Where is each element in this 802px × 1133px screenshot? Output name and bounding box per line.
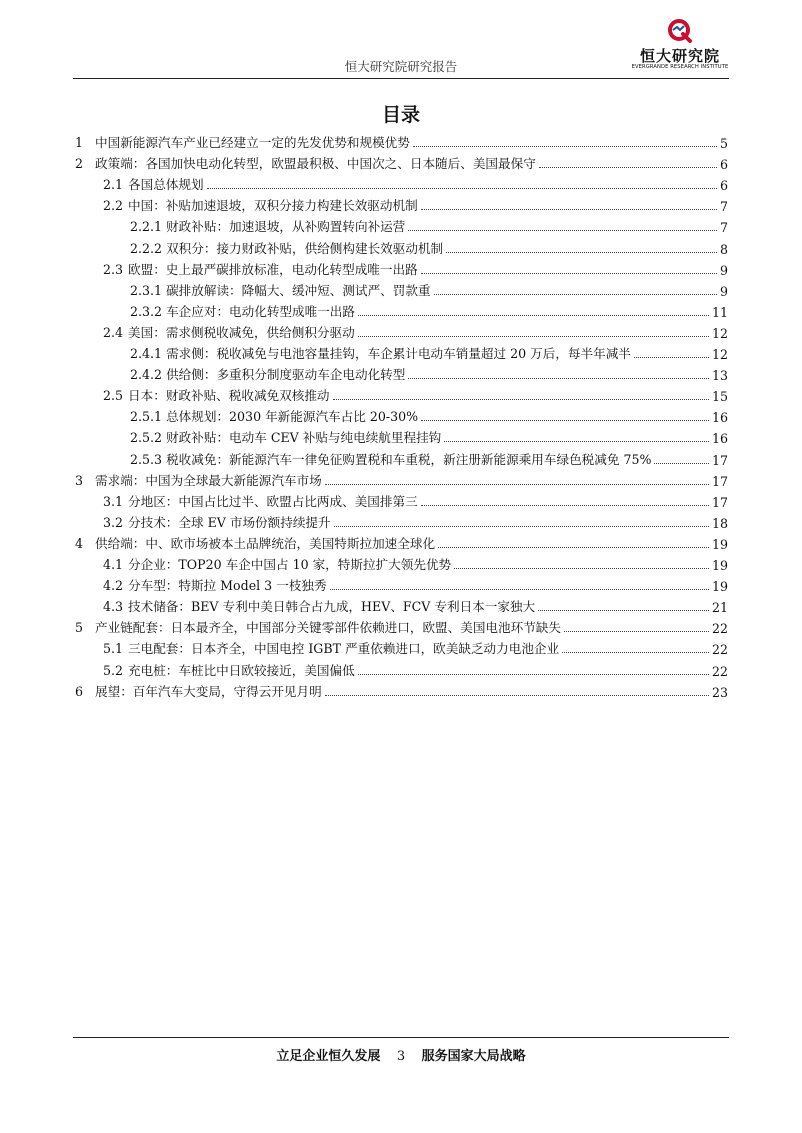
toc-entry-number: 3 — [75, 472, 84, 488]
toc-entry-text — [103, 491, 418, 510]
toc-entry-label: 分企业：TOP20 车企中国占 10 家，特斯拉扩大领先优势 — [128, 557, 452, 572]
toc-leader-dots — [421, 273, 717, 274]
toc-entry-label: 各国总体规划 — [128, 177, 204, 193]
toc-entry[interactable] — [75, 469, 728, 489]
toc-leader-dots — [413, 146, 717, 147]
toc-leader-dots — [438, 547, 709, 548]
toc-entry-number: 5 — [75, 620, 84, 636]
toc-page-number: 9 — [719, 283, 728, 299]
toc-page-number: 17 — [711, 473, 728, 489]
toc-page-number: 22 — [711, 621, 728, 637]
toc-entry-text — [103, 554, 451, 573]
toc-entry-text — [75, 132, 410, 151]
toc-entry[interactable] — [103, 574, 728, 594]
toc-entry-text — [103, 575, 327, 594]
toc-entry-text — [103, 259, 418, 278]
toc-entry-text — [75, 617, 561, 636]
toc-page-number: 22 — [711, 642, 728, 658]
toc-page-number: 19 — [711, 536, 728, 552]
toc-entry[interactable] — [103, 553, 728, 573]
toc-leader-dots — [334, 526, 709, 527]
toc-entry[interactable] — [103, 258, 728, 278]
toc-leader-dots — [421, 505, 709, 506]
toc-entry-label: 三电配套：日本齐全，中国电控 IGBT 严重依赖进口，欧美缺乏动力电池企业 — [128, 641, 560, 657]
toc-page-number: 16 — [711, 410, 728, 426]
toc-leader-dots — [421, 209, 717, 210]
toc-page-number: 21 — [711, 600, 728, 616]
toc-entry-label: 产业链配套：日本最齐全，中国部分关键零部件依赖进口，欧盟、美国电池环节缺失 — [95, 620, 561, 636]
toc-leader-dots — [564, 631, 709, 632]
toc-entry-label: 分技术：全球 EV 市场份额持续提升 — [128, 514, 331, 530]
toc-page-number: 5 — [719, 136, 728, 151]
toc-page-number: 18 — [711, 515, 728, 531]
toc-entry-text — [103, 195, 418, 214]
toc-page-number: 7 — [719, 199, 728, 215]
toc-entry-label: 技术储备：BEV 专利中美日韩合占九成，HEV、FCV 专利日本一家独大 — [128, 599, 536, 615]
toc-page-number: 11 — [711, 304, 728, 320]
toc-entry-label: 分车型：特斯拉 Model 3 一枝独秀 — [128, 578, 327, 594]
footer-divider — [73, 1037, 729, 1038]
toc-leader-dots — [434, 294, 717, 295]
toc-entry-text — [103, 512, 331, 531]
toc-entry-label: 分地区：中国占比过半、欧盟占比两成、美国排第三 — [128, 493, 418, 509]
toc-entry-text — [130, 406, 418, 425]
toc-entry-text — [130, 427, 441, 446]
logo-text: 恒大研究院 — [639, 47, 720, 65]
toc-entry[interactable] — [130, 237, 728, 257]
toc-entry-text — [103, 322, 355, 341]
toc-leader-dots — [325, 695, 709, 696]
toc-entry[interactable] — [130, 215, 728, 235]
toc-entry-number: 2.2 — [103, 198, 124, 214]
toc-entry-number: 2.4.2 — [130, 367, 163, 383]
toc-entry[interactable] — [103, 511, 728, 531]
toc-entry[interactable] — [75, 532, 728, 552]
toc-leader-dots — [654, 463, 709, 464]
toc-leader-dots — [325, 484, 709, 485]
toc-entry-number: 2.1 — [103, 177, 124, 193]
toc-entry[interactable] — [75, 616, 728, 636]
toc-leader-dots — [562, 652, 709, 653]
toc-entry-text — [130, 216, 405, 235]
toc-entry-number: 1 — [75, 135, 84, 150]
toc-entry-number: 3.2 — [103, 514, 124, 530]
toc-entry-number: 3.1 — [103, 493, 124, 509]
toc-page-number: 12 — [711, 325, 728, 341]
toc-leader-dots — [333, 399, 709, 400]
toc-page-number: 13 — [711, 368, 728, 384]
toc-entry[interactable] — [103, 637, 728, 657]
toc-entry-number: 2.5.1 — [130, 409, 163, 425]
toc-entry-number: 2.3 — [103, 261, 124, 277]
toc-entry-text — [130, 301, 355, 320]
toc-entry-text — [130, 280, 431, 299]
toc-page-number: 19 — [711, 558, 728, 573]
page-number: 3 — [396, 1049, 406, 1064]
toc-entry-label: 需求侧：税收减免与电池容量挂钩，车企累计电动车销量超过 20 万后，每半年减半 — [166, 346, 631, 361]
toc-entry[interactable] — [103, 321, 728, 341]
toc-entry-text — [130, 364, 405, 383]
toc-page-number: 6 — [719, 157, 728, 173]
toc-leader-dots — [421, 420, 709, 421]
logo-mark-icon — [667, 18, 693, 44]
toc-entry-label: 欧盟：史上最严碳排放标准，电动化转型成唯一出路 — [128, 261, 418, 277]
toc-page-number: 15 — [711, 389, 728, 405]
toc-entry-label: 日本：财政补贴、税收减免双核推动 — [128, 388, 330, 404]
toc-entry-text — [103, 638, 559, 657]
toc-entry[interactable] — [75, 680, 728, 700]
toc-entry-number: 2.5.2 — [130, 430, 163, 446]
footer-slogan-left: 立足企业恒久发展 — [276, 1049, 381, 1064]
toc-entry-text — [75, 533, 435, 552]
toc-entry[interactable] — [130, 405, 728, 425]
toc-leader-dots — [539, 167, 717, 168]
toc-entry[interactable] — [130, 363, 728, 383]
toc-entry-text — [75, 681, 322, 700]
toc-entry-text — [130, 238, 443, 257]
toc-entry-number: 6 — [75, 683, 84, 699]
toc-entry-number: 2.2.2 — [130, 240, 163, 256]
toc-entry-label: 税收减免：新能源汽车一律免征购置税和车重税，新注册新能源乘用车绿色税减免 75% — [166, 451, 652, 467]
toc-entry-number: 2.5.3 — [130, 451, 163, 467]
toc-entry[interactable] — [103, 659, 728, 679]
toc-entry-label: 碳排放解读：降幅大、缓冲短、测试严、罚款重 — [166, 282, 431, 298]
toc-entry-number: 4 — [75, 535, 84, 551]
toc-entry[interactable] — [103, 595, 728, 615]
toc-entry-label: 总体规划：2030 年新能源汽车占比 20-30% — [166, 409, 419, 425]
toc-entry[interactable] — [130, 426, 728, 446]
toc-leader-dots — [408, 230, 717, 231]
toc-entry-number: 5.1 — [103, 641, 124, 657]
report-header: 恒大研究院研究报告 — [344, 59, 458, 74]
toc-entry-number: 2.5 — [103, 388, 124, 404]
toc-entry[interactable] — [103, 490, 728, 510]
toc-entry-label: 中国：补贴加速退坡，双积分接力构建长效驱动机制 — [128, 198, 418, 214]
toc-entry[interactable] — [103, 384, 728, 404]
footer-slogan-right: 服务国家大局战略 — [421, 1049, 526, 1064]
toc-page-number: 7 — [719, 220, 728, 236]
toc-leader-dots — [207, 188, 717, 189]
toc-page-number: 19 — [711, 579, 728, 595]
toc-entry[interactable] — [130, 300, 728, 320]
toc-entry-text — [103, 174, 204, 193]
toc-entry[interactable] — [130, 448, 728, 468]
toc-entry-text — [103, 660, 355, 679]
toc-page-number: 23 — [711, 684, 728, 700]
toc-page-number: 6 — [719, 178, 728, 194]
header-divider — [73, 78, 729, 79]
toc-entry-number: 4.3 — [103, 599, 124, 615]
toc-entry-label: 政策端：各国加快电动化转型，欧盟最积极、中国次之、日本随后、美国最保守 — [95, 156, 536, 172]
toc-entry-number: 2.3.1 — [130, 282, 163, 298]
toc-page-number: 17 — [711, 494, 728, 510]
toc-entry-label: 充电桩：车桩比中日欧较接近，美国偏低 — [128, 662, 355, 678]
footer — [0, 1045, 802, 1064]
toc-entry-label: 供给侧：多重积分制度驱动车企电动化转型 — [166, 367, 406, 383]
toc-entry-label: 展望：百年汽车大变局，守得云开见月明 — [95, 683, 322, 699]
toc-leader-dots — [634, 357, 709, 358]
toc-entry-label: 美国：需求侧税收减免，供给侧积分驱动 — [128, 324, 355, 340]
toc-page-number: 22 — [711, 663, 728, 679]
logo-subtext: EVERGRANDE RESEARCH INSTITUTE — [631, 64, 729, 70]
toc-entry[interactable] — [130, 342, 728, 362]
toc-entry-number: 4.2 — [103, 578, 124, 594]
toc-page-number: 9 — [719, 262, 728, 278]
toc-entry-label: 财政补贴：加速退坡，从补购置转向补运营 — [166, 219, 406, 235]
toc-page-number: 8 — [719, 241, 728, 257]
toc-entry-text — [130, 343, 631, 362]
toc-entry-text — [75, 470, 322, 489]
toc-entry-text — [130, 449, 651, 468]
toc-entry[interactable] — [103, 194, 728, 214]
toc-entry-label: 双积分：接力财政补贴，供给侧构建长效驱动机制 — [166, 240, 444, 256]
toc-leader-dots — [358, 315, 709, 316]
toc-entry-number: 2.2.1 — [130, 219, 163, 235]
toc-entry-number: 2.3.2 — [130, 303, 163, 319]
toc-entry-label: 需求端：中国为全球最大新能源汽车市场 — [95, 472, 322, 488]
toc-entry[interactable] — [130, 279, 728, 299]
toc-entry[interactable] — [75, 152, 728, 172]
toc-leader-dots — [408, 378, 709, 379]
toc-title: 目录 — [381, 104, 420, 126]
toc-leader-dots — [454, 568, 709, 569]
toc-entry-label: 车企应对：电动化转型成唯一出路 — [166, 303, 355, 319]
toc-page-number: 17 — [711, 452, 728, 468]
toc-page-number: 12 — [711, 347, 728, 362]
toc-leader-dots — [446, 252, 717, 253]
toc-entry-number: 2.4.1 — [130, 346, 163, 361]
toc-entry-number: 5.2 — [103, 662, 124, 678]
toc-entry-text — [75, 153, 536, 172]
toc-entry-text — [103, 596, 535, 615]
toc-entry-label: 财政补贴：电动车 CEV 补贴与纯电续航里程挂钩 — [166, 430, 442, 446]
toc-leader-dots — [358, 336, 709, 337]
toc-entry[interactable] — [75, 131, 728, 151]
toc-entry-label: 中国新能源汽车产业已经建立一定的先发优势和规模优势 — [95, 135, 410, 150]
toc-leader-dots — [330, 589, 709, 590]
toc-page-number: 16 — [711, 431, 728, 447]
toc-leader-dots — [444, 441, 709, 442]
toc-entry[interactable] — [103, 173, 728, 193]
toc-leader-dots — [358, 674, 709, 675]
toc-entry-number: 2.4 — [103, 324, 124, 340]
toc-entry-number: 4.1 — [103, 557, 124, 572]
toc-entry-text — [103, 385, 330, 404]
toc-entry-number: 2 — [75, 156, 84, 172]
toc-entry-label: 供给端：中、欧市场被本土品牌统治，美国特斯拉加速全球化 — [95, 535, 436, 551]
toc-leader-dots — [538, 610, 709, 611]
